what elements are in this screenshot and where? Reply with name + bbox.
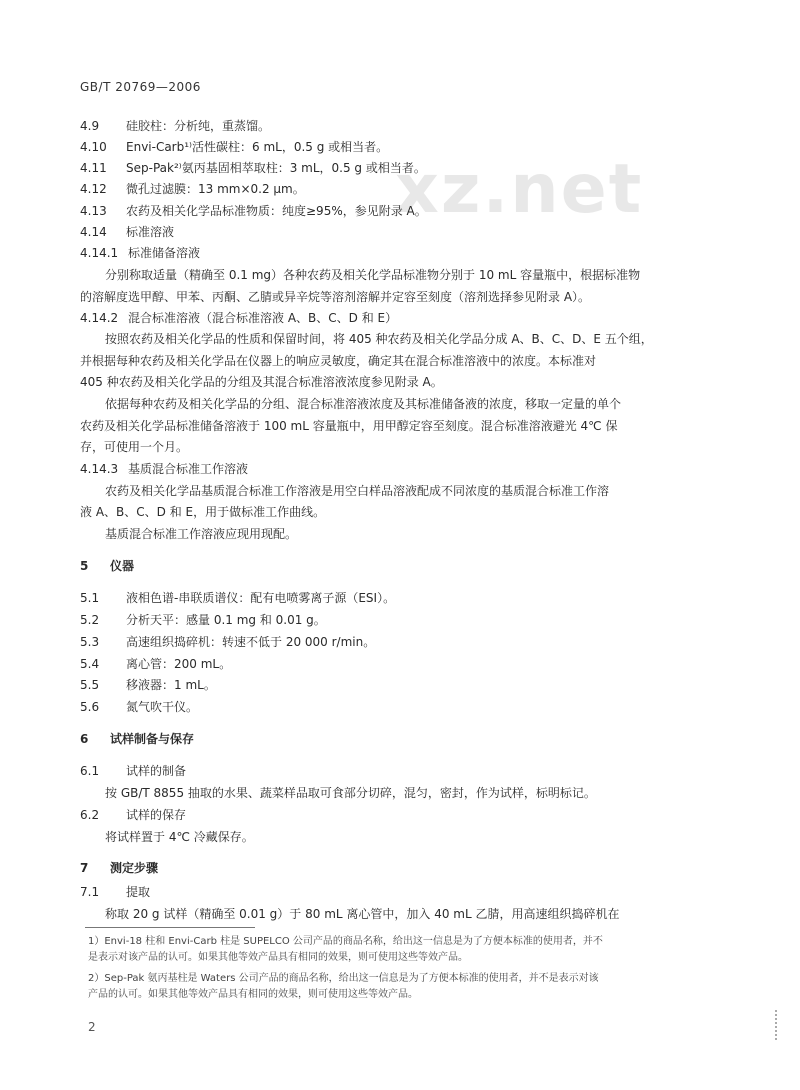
item-4-11: 4.11 Sep-Pak²⁾氨丙基固相萃取柱：3 mL，0.5 g 或相当者。 (80, 161, 426, 175)
paragraph-line: 的溶解度选甲醇、甲苯、丙酮、乙腈或异辛烷等溶剂溶解并定容至刻度（溶剂选择参见附录 A）。 (80, 290, 591, 304)
paragraph-line: 存，可使用一个月。 (80, 440, 189, 454)
section-6-heading: 6 试样制备与保存 (80, 732, 195, 746)
page-number: 2 (88, 1020, 96, 1034)
paragraph-line: 分别称取适量（精确至 0.1 mg）各种农药及相关化学品标准物分别于 10 mL 容量瓶中，根据标准物 (105, 268, 641, 282)
watermark: xz.net (395, 150, 644, 229)
paragraph-line: 405 种农药及相关化学品的分组及其混合标准溶液浓度参见附录 A。 (80, 375, 443, 389)
scan-mark (775, 1010, 780, 1040)
item-5-3: 5.3 高速组织捣碎机：转速不低于 20 000 r/min。 (80, 635, 376, 649)
item-4-12: 4.12 微孔过滤膜：13 mm×0.2 μm。 (80, 182, 305, 196)
heading-4-14-2: 4.14.2 混合标准溶液（混合标准溶液 A、B、C、D 和 E） (80, 311, 398, 325)
paragraph-line: 并根据每种农药及相关化学品在仪器上的响应灵敏度，确定其在混合标准溶液中的浓度。本标准对 (80, 354, 597, 368)
footnote-line: 1）Envi-18 柱和 Envi-Carb 柱是 SUPELCO 公司产品的商品名称，给出这一信息是为了方便本标准的使用者，并不 (88, 936, 603, 947)
heading-6-2: 6.2 试样的保存 (80, 808, 187, 822)
paragraph-line: 依据每种农药及相关化学品的分组、混合标准溶液浓度及其标准储备液的浓度，移取一定量的单个 (105, 397, 622, 411)
paragraph-line: 农药及相关化学品基质混合标准工作溶液是用空白样品溶液配成不同浓度的基质混合标准工作溶 (105, 484, 610, 498)
footnote-line: 产品的认可。如果其他等效产品具有相同的效果，则可使用这些等效产品。 (88, 989, 418, 1000)
paragraph-line: 将试样置于 4℃ 冷藏保存。 (105, 830, 254, 844)
section-7-heading: 7 测定步骤 (80, 861, 159, 875)
heading-6-1: 6.1 试样的制备 (80, 764, 187, 778)
item-5-5: 5.5 移液器：1 mL。 (80, 678, 216, 692)
item-5-4: 5.4 离心管：200 mL。 (80, 657, 232, 671)
paragraph-line: 按 GB/T 8855 抽取的水果、蔬菜样品取可食部分切碎，混匀，密封，作为试样，标明标记。 (105, 786, 596, 800)
item-5-6: 5.6 氮气吹干仪。 (80, 700, 199, 714)
paragraph-line: 称取 20 g 试样（精确至 0.01 g）于 80 mL 离心管中，加入 40 mL 乙腈，用高速组织捣碎机在 (105, 907, 620, 921)
standard-number: GB/T 20769—2006 (80, 80, 201, 94)
item-4-13: 4.13 农药及相关化学品标准物质：纯度≥95%，参见附录 A。 (80, 204, 427, 218)
item-5-2: 5.2 分析天平：感量 0.1 mg 和 0.01 g。 (80, 613, 326, 627)
section-5-heading: 5 仪器 (80, 559, 135, 573)
footnote-separator (85, 927, 255, 928)
footnote-line: 2）Sep-Pak 氨丙基柱是 Waters 公司产品的商品名称，给出这一信息是为了方便本标准的使用者，并不是表示对该 (88, 973, 599, 984)
heading-4-14-3: 4.14.3 基质混合标准工作溶液 (80, 462, 249, 476)
paragraph-line: 按照农药及相关化学品的性质和保留时间，将 405 种农药及相关化学品分成 A、B、C、D、E 五个组， (105, 332, 653, 346)
footnote-line: 是表示对该产品的认可。如果其他等效产品具有相同的效果，则可使用这些等效产品。 (88, 952, 468, 963)
item-4-9: 4.9 硅胶柱：分析纯，重蒸馏。 (80, 119, 271, 133)
item-4-14: 4.14 标准溶液 (80, 225, 175, 239)
paragraph-line: 农药及相关化学品标准储备溶液于 100 mL 容量瓶中，用甲醇定容至刻度。混合标准溶液避光 4℃ 保 (80, 419, 618, 433)
paragraph-line: 液 A、B、C、D 和 E，用于做标准工作曲线。 (80, 505, 326, 519)
item-4-14-1: 4.14.1 标准储备溶液 (80, 246, 201, 260)
item-5-1: 5.1 液相色谱-串联质谱仪：配有电喷雾离子源（ESI）。 (80, 591, 396, 605)
heading-7-1: 7.1 提取 (80, 885, 151, 899)
item-4-10: 4.10 Envi-Carb¹⁾活性碳柱：6 mL，0.5 g 或相当者。 (80, 140, 389, 154)
paragraph-line: 基质混合标准工作溶液应现用现配。 (105, 527, 298, 541)
